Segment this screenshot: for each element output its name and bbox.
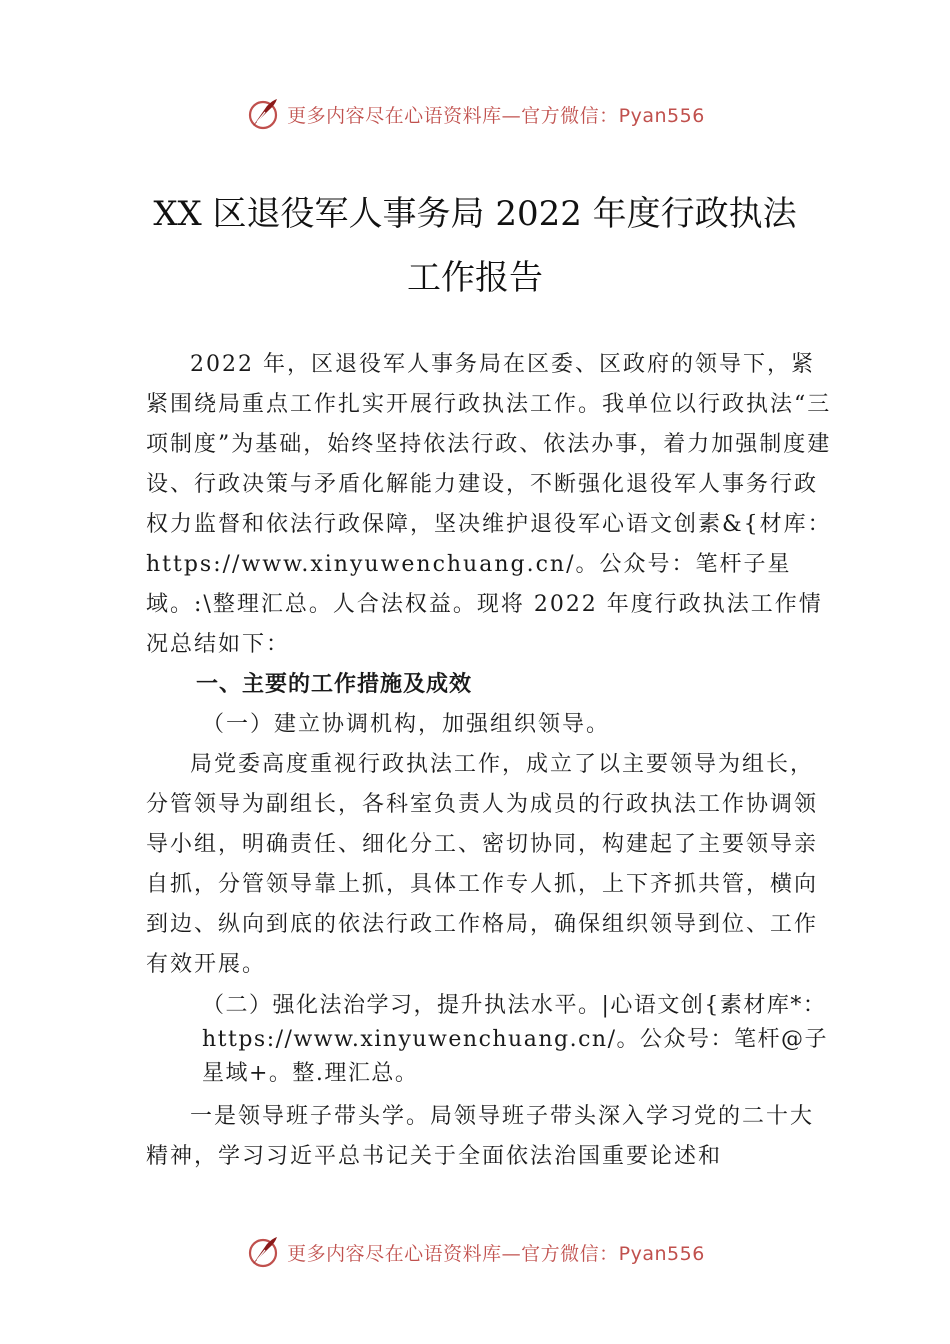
quill-logo-icon — [245, 96, 281, 132]
document-title-line-2: 工作报告 — [407, 258, 543, 298]
wechat-id: Pyan556 — [618, 104, 705, 127]
header-watermark-banner — [0, 94, 950, 134]
quill-logo-icon — [245, 1234, 281, 1270]
banner-text: 更多内容尽在心语资料库—官方微信：Pyan556 — [287, 1242, 705, 1265]
banner-text: 更多内容尽在心语资料库—官方微信：Pyan556 — [287, 104, 705, 127]
wechat-id: Pyan556 — [618, 1242, 705, 1265]
footer-watermark-banner — [0, 1232, 950, 1272]
section-1-heading: 一、主要的工作措施及成效 — [196, 672, 473, 697]
subsection-1-heading: （一）建立协调机构，加强组织领导。 — [202, 712, 611, 737]
intro-paragraph: 2022 年，区退役军人事务局在区委、区政府的领导下，紧紧围绕局重点工作扎实开展行政执法工作。我单位以行政执法“三项制度”为基础，始终坚持依法行政、依法办事，着力加强制度建设、行政决策与矛盾化解能力建设，不断强化退役军人事务行政权力监督和依法行政保障，坚决维护退役军心语文创素&{材库：https://www.xinyuwenchuang.cn/。公众号：笔杆子星域。:\整理汇总。人合法权益。现将 2022 年度行政执法工作情况总结如下： — [146, 352, 832, 657]
document-title-line-1: XX 区退役军人事务局 2022 年度行政执法 — [153, 194, 797, 234]
subsection-1-paragraph: 局党委高度重视行政执法工作，成立了以主要领导为组长，分管领导为副组长，各科室负责人为成员的行政执法工作协调领导小组，明确责任、细化分工、密切协同，构建起了主要领导亲自抓，分管领导靠上抓，具体工作专人抓，上下齐抓共管，横向到边、纵向到底的依法行政工作格局，确保组织领导到位、工作有效开展。 — [146, 752, 819, 977]
document-body — [146, 345, 836, 1177]
subsection-2-paragraph: 一是领导班子带头学。局领导班子带头深入学习党的二十大精神，学习习近平总书记关于全面依法治国重要论述和 — [146, 1104, 815, 1169]
subsection-2-heading: （二）强化法治学习，提升执法水平。|心语文创{素材库*：https://www.xinyuwenchuang.cn/。公众号：笔杆@子星域+。整.理汇总。 — [202, 993, 828, 1086]
